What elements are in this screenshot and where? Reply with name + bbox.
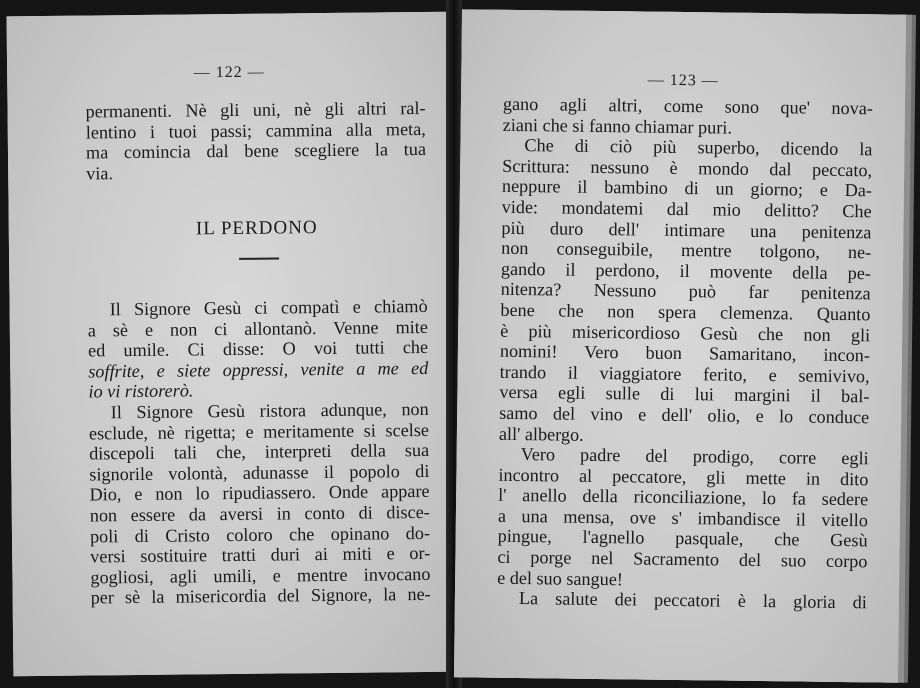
- page-number-left: — 122 —: [193, 63, 265, 82]
- text-line: samo del vino e dell' olio, e lo conduce: [499, 402, 870, 428]
- text-line: via.: [86, 163, 114, 184]
- text-line: ed umile. Ci disse: O voi tutti che: [87, 337, 429, 361]
- left-page: [7, 12, 458, 677]
- text-line: Il Signore Gesù ci compatì e chiamò: [109, 295, 428, 320]
- text-line: signorile volontà, adunasse il popolo di: [89, 460, 430, 485]
- text-line: trando il viaggiatore ferito, e semivivo,: [499, 361, 870, 387]
- text-line: lentino i tuoi passi; cammina alla meta,: [85, 118, 426, 143]
- left-body: [88, 296, 431, 608]
- text-line: versa egli sulle di lui margini il bal-: [499, 382, 870, 407]
- right-body: [497, 94, 873, 613]
- text-line: per sè la misericordia del Signore, la ne-: [90, 584, 431, 608]
- text-line: Che di ciò più superbo, dicendo la: [524, 135, 873, 160]
- text-line: Dio, e non lo ripudiassero. Onde appare: [89, 481, 430, 505]
- text-line: e del suo sangue!: [497, 567, 624, 589]
- text-line: bene che non spera clemenza. Quanto: [500, 299, 871, 325]
- left-top-paragraph: [85, 98, 426, 184]
- text-line: gano agli altri, come sono que' nova-: [502, 93, 874, 119]
- text-line: permanenti. Nè gli uni, nè gli altri ral-: [85, 97, 426, 122]
- text-line: vide: mondatemi dal mio delitto? Che: [501, 196, 872, 222]
- text-line: Vero padre del prodigo, corre egli: [520, 444, 869, 469]
- text-line: esclude, nè rigetta; e meritamente si scelse: [88, 419, 430, 444]
- text-line: Scrittura: nessuno è mondo dal peccato,: [502, 155, 873, 181]
- text-line: è più misericordioso Gesù che non gli: [500, 320, 871, 345]
- text-line: a una mensa, ove s' imbandisce il vitello: [497, 505, 869, 531]
- text-line: discepoli tali che, interpreti della sua: [89, 440, 430, 464]
- text-line: non conseguibile, mentre tolgono, ne-: [501, 237, 872, 263]
- text-line: l' anello della riconciliazione, lo fa sedere: [498, 485, 869, 510]
- text-line: Il Signore Gesù ristora adunque, non: [110, 398, 429, 423]
- text-line: gando il perdono, il movente della pe-: [500, 258, 872, 284]
- page-number-right: — 123 —: [647, 71, 719, 90]
- text-line: non essere da aversi in conto di disce-: [89, 501, 430, 526]
- italic-quote: soffrite, e siete oppressi, venite a me ed: [88, 357, 429, 382]
- right-page: [454, 9, 906, 682]
- text-line: La salute dei peccatori è la gloria di: [518, 588, 868, 613]
- text-line: versi sostituire tratti duri ai miti e or-: [90, 543, 431, 567]
- text-line: nitenza? Nessuno può far penitenza: [500, 279, 871, 304]
- text-line-italic: [88, 358, 428, 382]
- text-line: ma comincia dal bene scegliere la tua: [85, 139, 427, 163]
- text-line: pingue, l'agnello pasquale, che Gesù: [497, 526, 868, 551]
- text-line: ci porge nel Sacramento del suo corpo: [497, 546, 868, 572]
- text-line: ziani che si fanno chiamar puri.: [502, 114, 733, 138]
- chapter-title: IL PERDONO: [195, 217, 318, 240]
- text-line: poli di Cristo coloro che opinano do-: [89, 522, 431, 547]
- text-line: all' albergo.: [498, 423, 584, 445]
- text-line: più duro dell' intimare una penitenza: [501, 217, 872, 242]
- text-line: incontro al peccatore, gli mette in dito: [498, 464, 869, 489]
- text-line: neppure il bambino di un giorno; e Da-: [501, 176, 873, 201]
- text-line: gogliosi, agli umili, e mentre invocano: [90, 563, 431, 588]
- text-line: a sè e non ci allontanò. Venne mite: [87, 316, 428, 341]
- text-line: nomini! Vero buon Samaritano, incon-: [499, 340, 871, 366]
- title-rule: [239, 258, 279, 260]
- italic-quote: io vi ristorerò.: [88, 380, 194, 402]
